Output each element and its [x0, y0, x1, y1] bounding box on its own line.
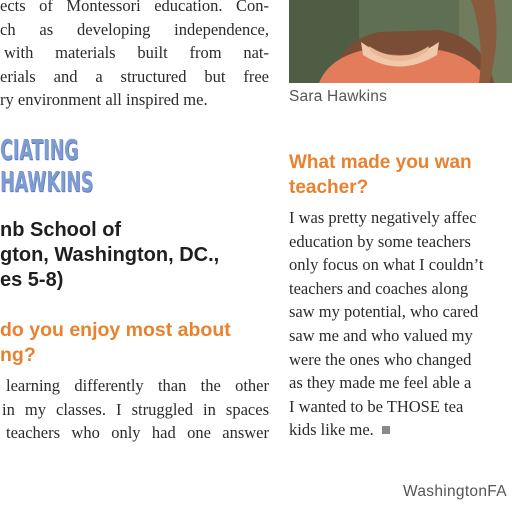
text-line: saw me and who valued my [289, 325, 473, 345]
question-line: What made you wan [289, 152, 472, 173]
text-line: education by some teachers [289, 231, 471, 251]
name-heading [0, 134, 150, 198]
text-line: with materials built from nat- [4, 43, 269, 63]
right-answer-paragraph [289, 206, 512, 442]
photo-caption: Sara Hawkins [289, 88, 388, 105]
text-line: I wanted to be THOSE tea [289, 396, 464, 416]
text-line-last [289, 418, 512, 442]
text-line: teachers and coaches along [289, 278, 469, 298]
school-line: nb School of [0, 219, 122, 241]
right-question-heading [289, 150, 472, 200]
school-line: es 5-8) [0, 269, 64, 291]
text-line: as they made me feel able a [289, 373, 472, 393]
left-intro-paragraph [0, 0, 269, 112]
left-answer-paragraph [0, 374, 269, 445]
end-mark-icon [382, 426, 390, 434]
text-line: were the ones who changed [289, 349, 472, 369]
left-question-heading [0, 318, 231, 368]
portrait-image [289, 0, 512, 83]
text-line: erials and a structured but free [0, 66, 269, 86]
text-line: learning differently than the other [6, 376, 269, 395]
school-line: gton, Washington, DC., [0, 244, 220, 266]
question-line: do you enjoy most about [0, 319, 231, 341]
text-line: I was pretty negatively affec [289, 208, 477, 227]
name-heading-line: HAWKINS [0, 165, 94, 198]
text-line: teachers who only had one answer [6, 423, 269, 443]
footer-masthead: WashingtonFA [403, 483, 507, 500]
text-line: ch as developing independence, [0, 19, 269, 39]
text-line: in my classes. I struggled in spaces [2, 399, 269, 419]
question-line: teacher? [289, 177, 369, 198]
name-heading-line: CIATING [0, 133, 79, 166]
school-info [0, 218, 219, 293]
portrait-photo [289, 0, 512, 83]
text-line: ects of Montessori education. Con- [0, 0, 269, 15]
question-line: ng? [0, 344, 36, 366]
text-line: only focus on what I couldn’t [289, 255, 484, 275]
text-line: ry environment all inspired me. [0, 90, 208, 110]
text-line: saw my potential, who cared [289, 302, 479, 322]
text-line-text: kids like me. [289, 420, 374, 440]
